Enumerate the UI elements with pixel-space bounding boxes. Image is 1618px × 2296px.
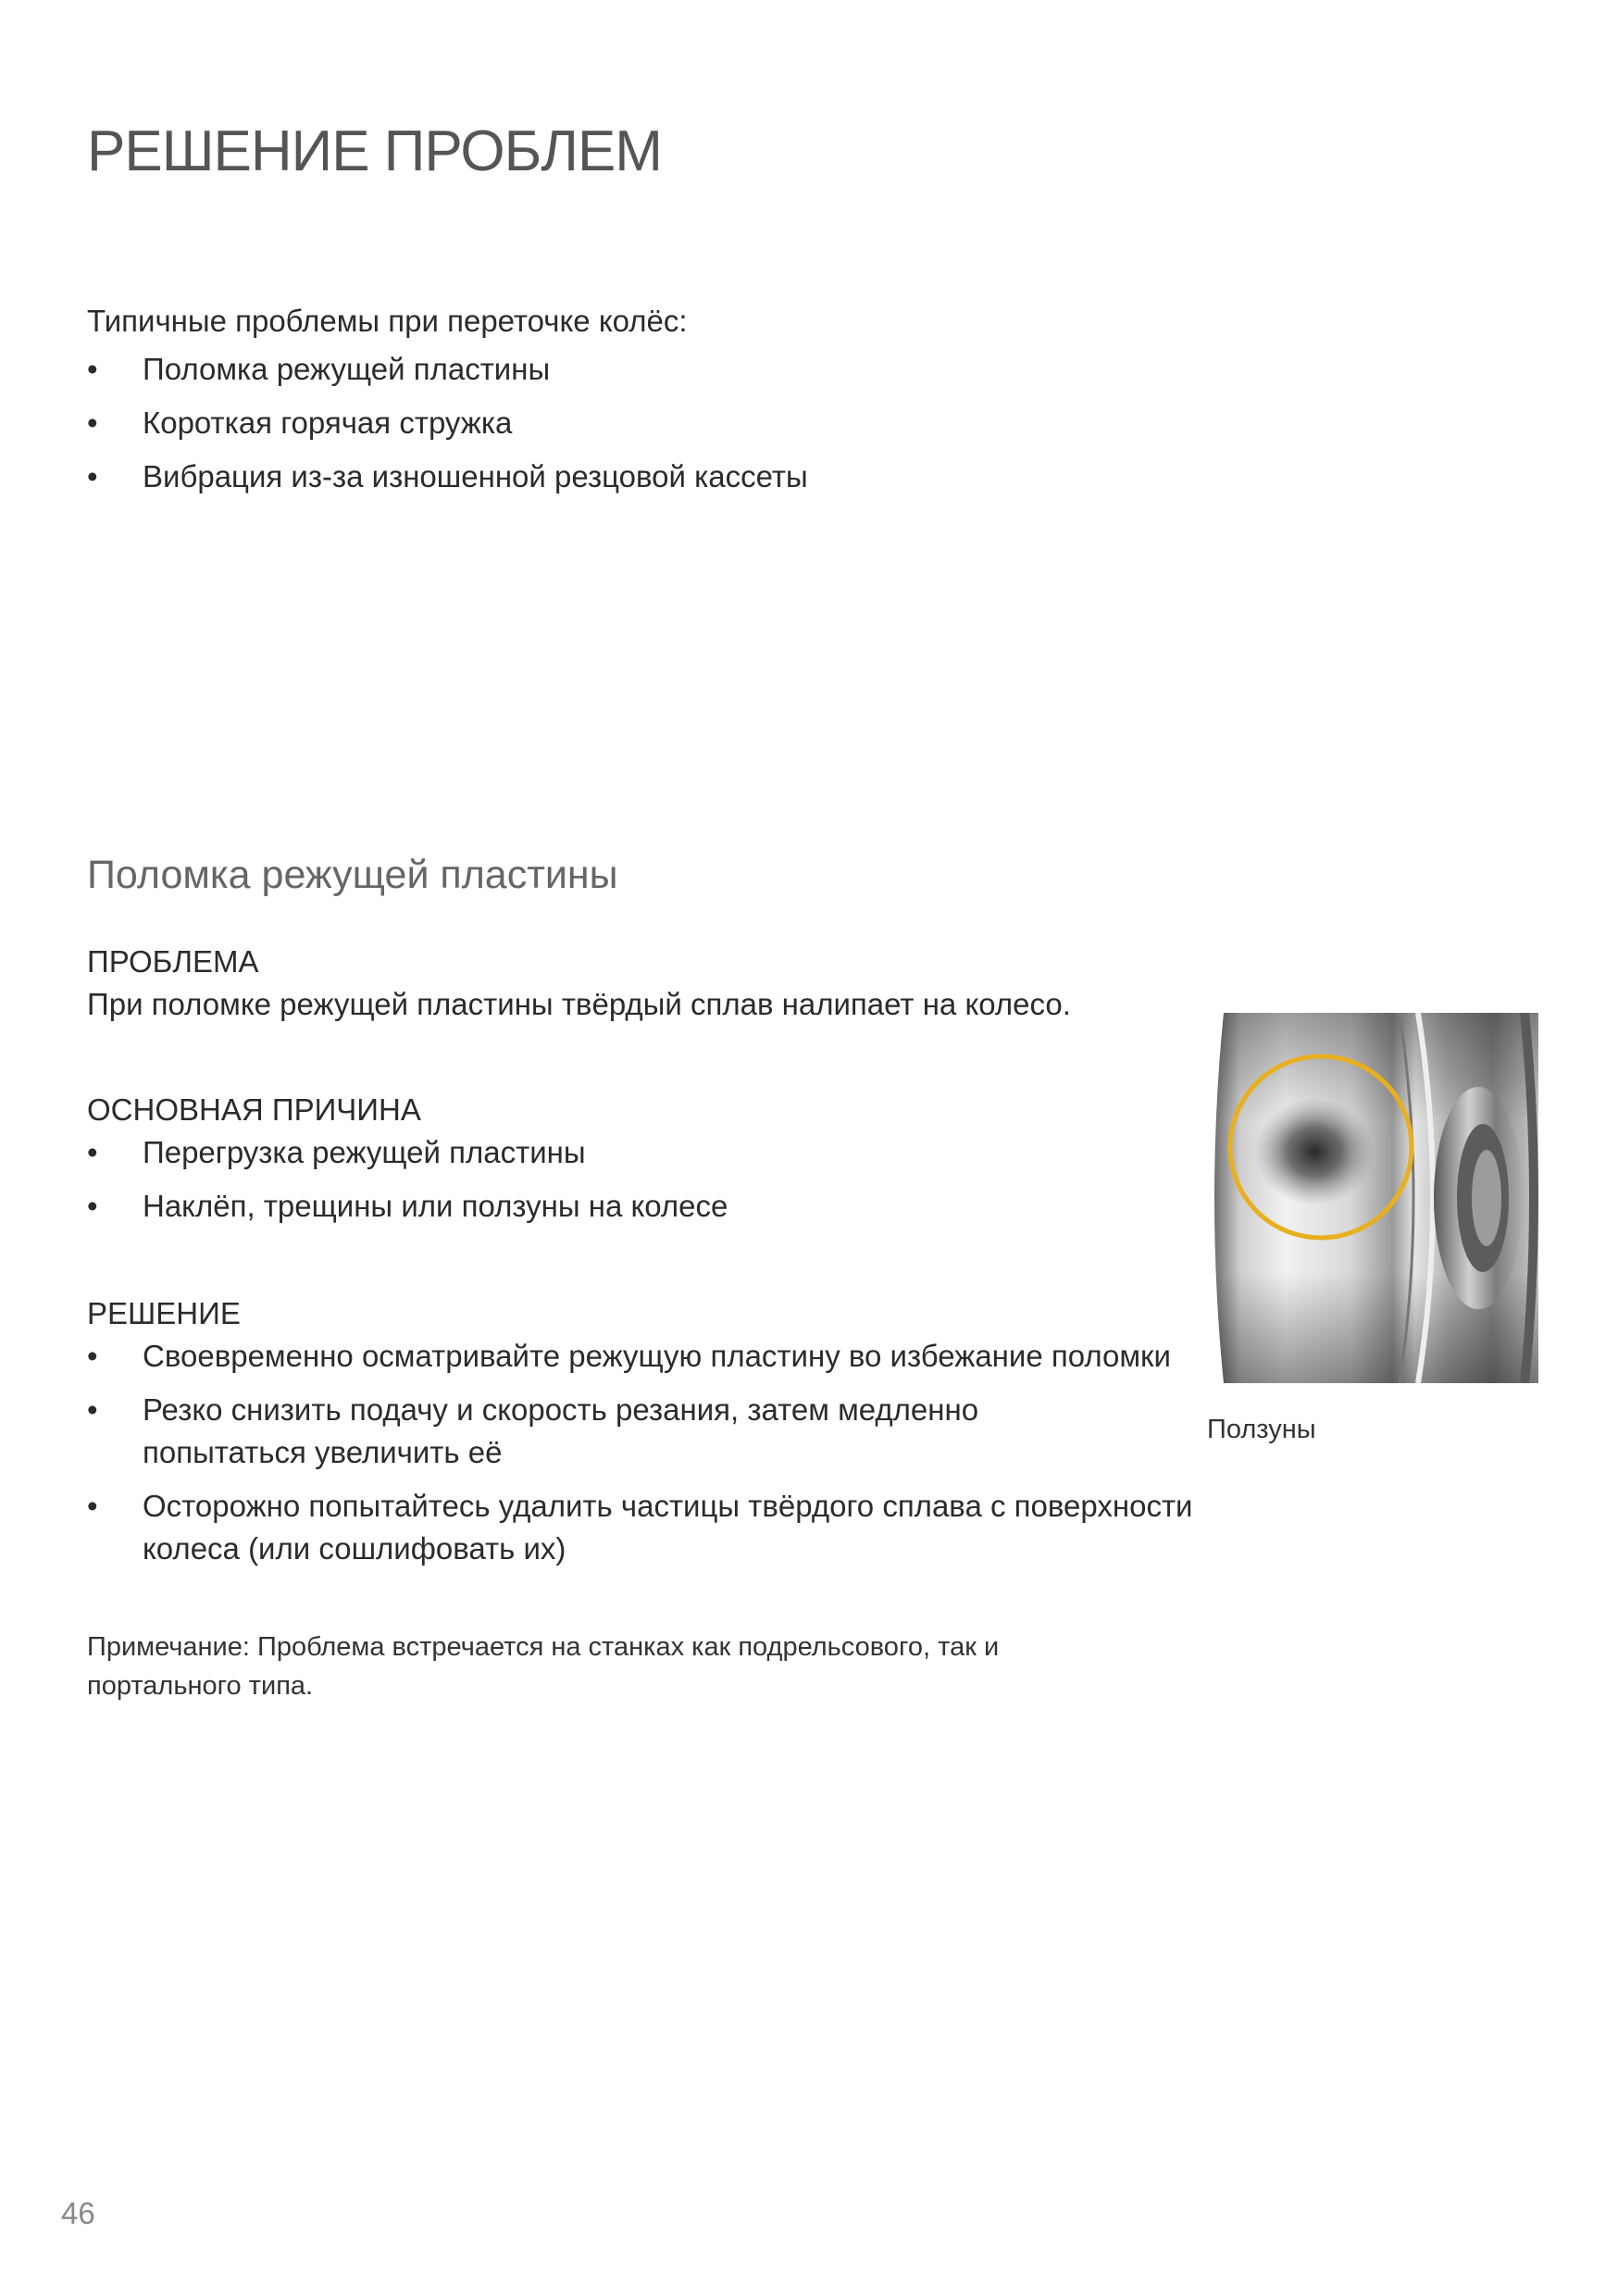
list-item [87,1131,1198,1174]
bullet: • [87,1489,98,1523]
problem-label: ПРОБЛЕМА [87,944,259,979]
bullet: • [87,1189,98,1223]
list-item [87,1185,1198,1228]
wheel-flat-spot-photo [1205,1013,1538,1383]
list-item-text: Своевременно осматривайте режущую пластину во избежание поломки [143,1339,1171,1373]
bullet: • [87,406,98,440]
figure-caption: Ползуны [1207,1415,1316,1444]
solution-label: РЕШЕНИЕ [87,1296,241,1330]
list-item [87,1335,1179,1378]
cause-block [87,1089,1198,1239]
list-item-text: Вибрация из-за изношенной резцовой кассеты [143,459,808,493]
list-item-text: Наклёп, трещины или ползуны на колесе [143,1189,728,1223]
problem-text: При поломке режущей пластины твёрдый сплав налипает на колесо. [87,987,1071,1021]
list-item-text: Перегрузка режущей пластины [143,1135,586,1169]
list-item [87,402,1198,444]
intro-block [87,294,1198,509]
problem-block [87,941,1198,1026]
note: Примечание: Проблема встречается на станках как подрельсового, так и портального типа. [87,1632,1000,1701]
solution-block [87,1292,1193,1581]
page-number: 46 [61,2196,95,2230]
list-item [87,455,1198,498]
intro-lead: Типичные проблемы при переточке колёс: [87,304,688,338]
section-title: Поломка режущей пластины [87,853,618,897]
list-item [87,348,1198,391]
list-item [87,1389,1142,1474]
cause-list [87,1131,1198,1228]
solution-list [87,1335,1193,1570]
bullet: • [87,459,98,493]
cause-label: ОСНОВНАЯ ПРИЧИНА [87,1092,421,1127]
bullet: • [87,352,98,386]
list-item-text: Резко снизить подачу и скорость резания, затем медленно попытаться увеличить её [143,1392,979,1469]
list-item-text: Осторожно попытайтесь удалить частицы твёрдого сплава с поверхности колеса (или сошлифовать их) [143,1489,1193,1566]
list-item-text: Короткая горячая стружка [143,406,513,440]
list-item-text: Поломка режущей пластины [143,352,551,386]
bullet: • [87,1339,98,1373]
intro-list [87,348,1198,498]
page-title: РЕШЕНИЕ ПРОБЛЕМ [87,119,662,183]
wheel-illustration [1205,1013,1538,1383]
bullet: • [87,1392,98,1427]
bullet: • [87,1135,98,1169]
list-item [87,1485,1216,1570]
